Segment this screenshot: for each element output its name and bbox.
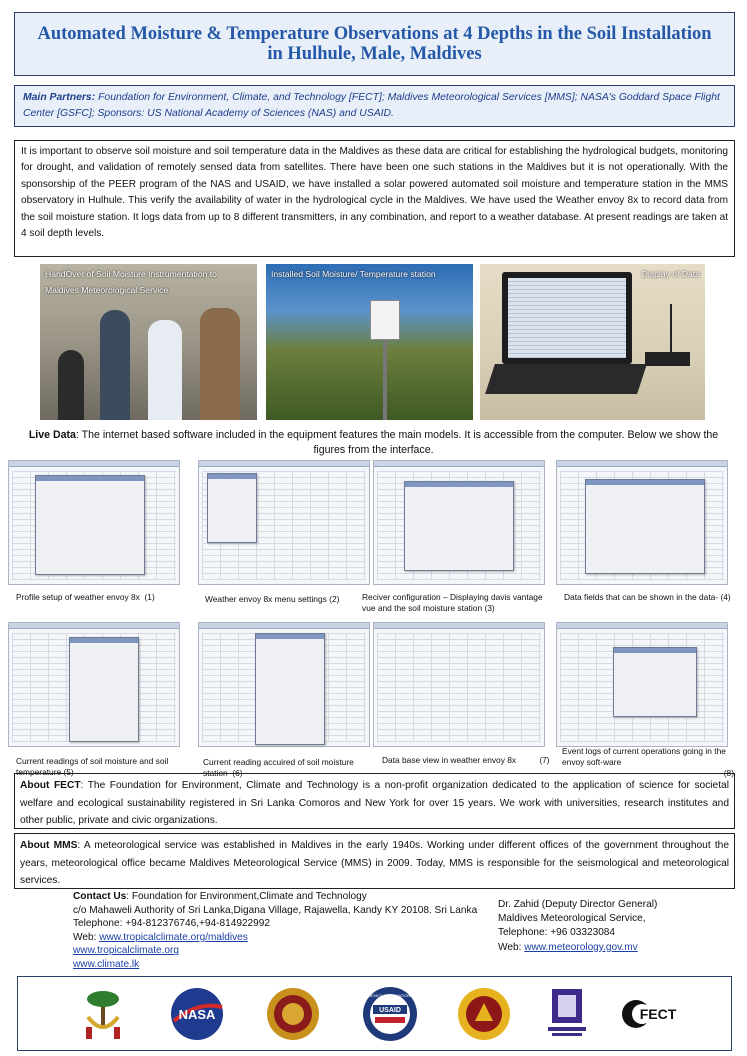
screenshot-4	[556, 460, 728, 585]
contact-web-link-1[interactable]: www.tropicalclimate.org/maldives	[99, 931, 248, 943]
mms-web-label: Web:	[498, 941, 525, 953]
sri-lanka-emblem-logo	[264, 985, 322, 1043]
screenshot-caption-4: Data fields that can be shown in the data- (4)	[564, 592, 731, 602]
screenshot-caption-1: Profile setup of weather envoy 8x (1)	[16, 592, 155, 602]
screenshot-caption-2: Weather envoy 8x menu settings (2)	[205, 594, 340, 604]
about-fect-text: : The Foundation for Environment, Climate and Technology is a non-profit organization dedicated to the application of science for societal welfare and ecological sustainability registered in Sri Lanka Comoros and New York for over 15 years. We work with universities, research institutes and other public, private and civic organizations.	[20, 780, 729, 827]
mms-contact-phone: Telephone: +96 03323084	[498, 927, 616, 939]
contact-line1: : Foundation for Environment,Climate and Technology	[126, 891, 367, 902]
partners-label: Main Partners:	[23, 92, 96, 103]
intro-box	[14, 140, 735, 257]
mms-web-link[interactable]: www.meteorology.gov.mv	[524, 941, 638, 953]
contact-label: Contact Us	[73, 891, 127, 902]
contact-web-label: Web:	[73, 931, 100, 943]
svg-text:UNITED STATES AGENCY INTERNAT: UNITED STATES AGENCY INTERNATIONAL DEVELOPMENT	[333, 993, 447, 998]
about-fect-box	[14, 773, 735, 829]
contact-address: c/o Mahaweli Authority of Sri Lanka,Digana Village, Rajawella, Kandy KY 20108. Sri Lanka	[73, 904, 478, 916]
svg-text:FECT: FECT	[639, 1006, 677, 1022]
screenshot-1	[8, 460, 180, 585]
live-data-label: Live Data	[28, 429, 76, 441]
contact-web-link-3[interactable]: www.climate.lk	[73, 958, 140, 970]
display-photo	[480, 264, 705, 420]
photo-caption-handover: HandOver of Soil Moisture Instrumentation to Maldives Meteorological Service	[45, 269, 217, 295]
screenshot-caption-3: Reciver configuration – Displaying davis vantage vue and the soil moisture station (3)	[362, 592, 543, 613]
photo-caption-station: Installed Soil Moisture/ Temperature station	[271, 269, 436, 279]
contact-web-link-2[interactable]: www.tropicalclimate.org	[73, 945, 180, 957]
screenshot-6	[198, 622, 370, 747]
intro-text: It is important to observe soil moisture and soil temperature data in the Maldives as these data are critical for establishing the hydrological budgets, monitoring for drought, and validation of remotely sensed data from satellites. There have been one such stations in the Maldives but it is not operationally. With the sponsorship of the PEER program of the NAS and USAID, we have installed a solar powered automated soil moisture and temperature station in the MMS observatory in Hulhule. This verify the availability of water in the hydrological cycle in the Maldives. We have used the Weather envoy 8x to record data from the soil moisture station. It logs data from up to 8 different transmitters, in any combination, and report to a weather database. At present readings are taken at 4 soil depth levels.	[21, 146, 728, 240]
usaid-logo	[333, 985, 447, 1043]
screenshot-caption-6: Current reading accuired of soil moisture station (6)	[203, 757, 354, 778]
about-fect-label: About FECT	[20, 780, 81, 791]
svg-text:NASA: NASA	[178, 1007, 216, 1022]
screenshot-5	[8, 622, 180, 747]
live-data-text	[20, 428, 727, 458]
screenshot-7	[373, 622, 545, 747]
contact-block	[73, 890, 493, 972]
contact-phone: Telephone: +94-812376746,+94-814922992	[73, 918, 271, 930]
poster-title-box	[14, 12, 735, 76]
sri-lanka-university-logo	[538, 985, 596, 1043]
screenshot-8	[556, 622, 728, 747]
poster-title: Automated Moisture & Temperature Observations at 4 Depths in the Soil Installation in Hulhule, Male, Maldives	[37, 24, 712, 64]
photo-caption-display: Display of Data	[641, 269, 700, 279]
station-photo	[266, 264, 473, 420]
fect-logo	[618, 985, 682, 1043]
contact-mms-block	[498, 898, 733, 955]
maldives-emblem-logo	[74, 985, 132, 1043]
live-data-body: : The internet based software included in the equipment features the main models. It is accessible from the computer. Below we show the figures from the interface.	[75, 429, 719, 456]
nasa-logo	[168, 985, 226, 1043]
handover-photo	[40, 264, 257, 420]
sri-lanka-lion-emblem-logo	[455, 985, 513, 1043]
about-mms-box	[14, 833, 735, 889]
screenshot-caption-8: Event logs of current operations going in the envoy soft-ware (8)	[562, 746, 734, 778]
partners-text: Foundation for Environment, Climate, and Technology [FECT]; Maldives Meteorological Services [MMS]; NASA's Goddard Space Flight Center [GSFC]; Sponsors: US National Academy of Sciences (NAS) and USAID.	[23, 92, 720, 119]
screenshot-3	[373, 460, 545, 585]
about-mms-text: : A meteorological service was established in Maldives in the early 1940s. Working under different offices of the government throughout the years, meteorological office became Maldives Meteorological Service (MMS) in 2009. Today, MMS is responsible for the seismological and meteorological services.	[20, 840, 729, 887]
about-mms-label: About MMS	[20, 840, 78, 851]
mms-contact-org: Maldives Meteorological Service,	[498, 913, 646, 925]
logo-strip	[17, 976, 732, 1051]
partners-box	[14, 85, 735, 127]
svg-text:USAID: USAID	[379, 1007, 401, 1014]
screenshot-caption-7: Data base view in weather envoy 8x (7)	[382, 755, 550, 765]
screenshot-caption-5: Current readings of soil moisture and soil temperature (5)	[16, 756, 169, 777]
screenshot-2	[198, 460, 370, 585]
mms-contact-name: Dr. Zahid (Deputy Director General)	[498, 899, 658, 910]
